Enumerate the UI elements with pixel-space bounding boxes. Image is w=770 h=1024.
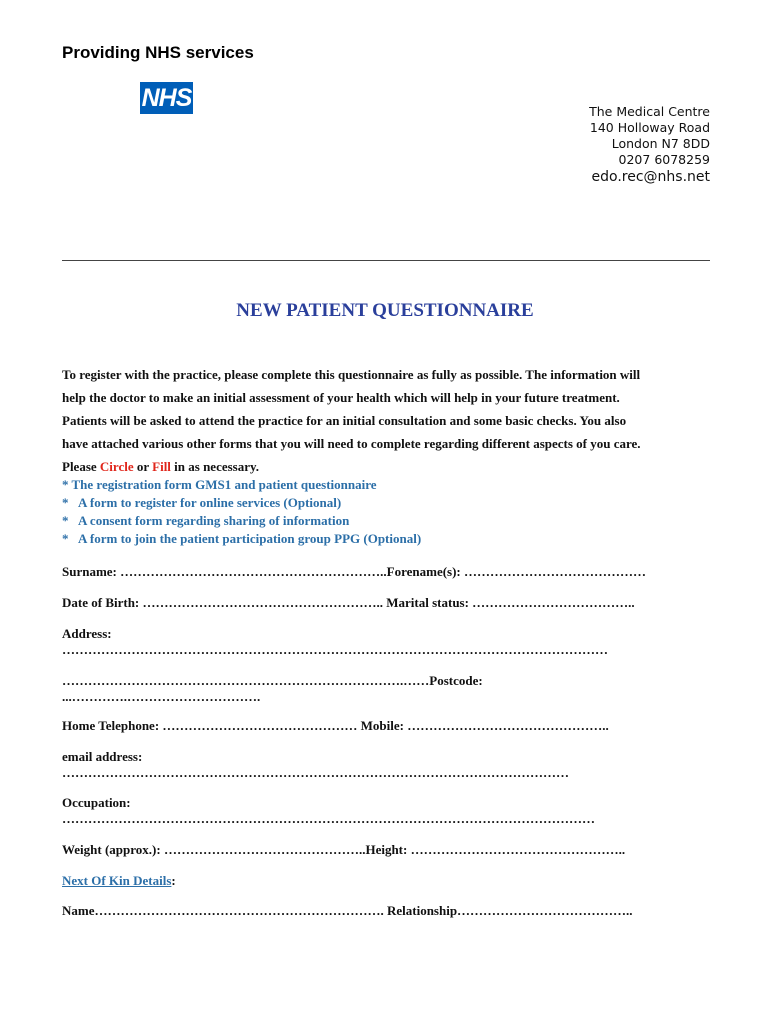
intro-line-3: Patients will be asked to attend the practice for an initial consultation and some basic checks. You also [62,413,627,428]
surname-forename-field[interactable]: Surname: ……………………………………………………..Forename(s): …………………………………… [62,564,647,579]
form-item-online: * A form to register for online services (Optional) [62,495,342,510]
intro-line-1: To register with the practice, please complete this questionnaire as fully as possible. The information will [62,367,641,382]
intro-line-4: have attached various other forms that you will need to complete regarding different aspects of you care. [62,436,641,451]
address-line-field-1[interactable]: ……………………………………………………………………………………………………………… [62,642,608,657]
telephone-mobile-field[interactable]: Home Telephone: ……………………………………… Mobile: ……………………………………….. [62,718,609,733]
practice-email: edo.rec@nhs.net [591,169,710,185]
address-label: Address: [62,626,112,641]
nhs-logo: NHS [141,84,192,112]
page-title: NEW PATIENT QUESTIONNAIRE [236,300,534,321]
weight-height-field[interactable]: Weight (approx.): ………………………………………..Height: ………………………………………….. [62,842,626,857]
email-label: email address: [62,749,143,764]
form-item-consent: * A consent form regarding sharing of information [62,513,350,528]
form-item-ppg: * A form to join the patient participation group PPG (Optional) [62,531,422,546]
address-postcode-field[interactable]: …………………………………………………………………….……Postcode: [62,673,483,688]
as-necessary-text: in as necessary. [174,459,260,474]
email-field[interactable]: ……………………………………………………………………………………………………… [62,765,569,780]
occupation-label: Occupation: [62,795,131,810]
provider-heading: Providing NHS services [62,43,254,62]
circle-text: Circle [99,459,134,474]
next-of-kin-heading: Next Of Kin Details: [62,873,176,888]
address-line-2: 140 Holloway Road [589,120,710,135]
intro-line-2: help the doctor to make an initial assessment of your health which will help in your future treatment. [62,390,620,405]
next-of-kin-link[interactable]: Next Of Kin Details [62,873,172,888]
or-text: or [136,459,149,474]
please-text: Please [62,459,97,474]
address-line-3: London N7 8DD [611,136,710,151]
form-item-gms1: * The registration form GMS1 and patient questionnaire [62,477,377,492]
instruction-line [62,459,259,475]
fill-text: Fill [152,459,171,474]
name-relationship-field[interactable]: Name…………………………………………………………. Relationship………………………………….. [62,903,633,918]
address-line-1: The Medical Centre [589,104,710,119]
address-line-field-3[interactable]: ...………….…………………………. [62,689,261,704]
phone-number: 0207 6078259 [618,152,710,167]
occupation-field[interactable]: …………………………………………………………………………………………………………… [62,811,595,826]
dob-marital-field[interactable]: Date of Birth: ……………………………………………….. Marital status: ……………………………….. [62,595,635,610]
header-divider [62,260,710,261]
